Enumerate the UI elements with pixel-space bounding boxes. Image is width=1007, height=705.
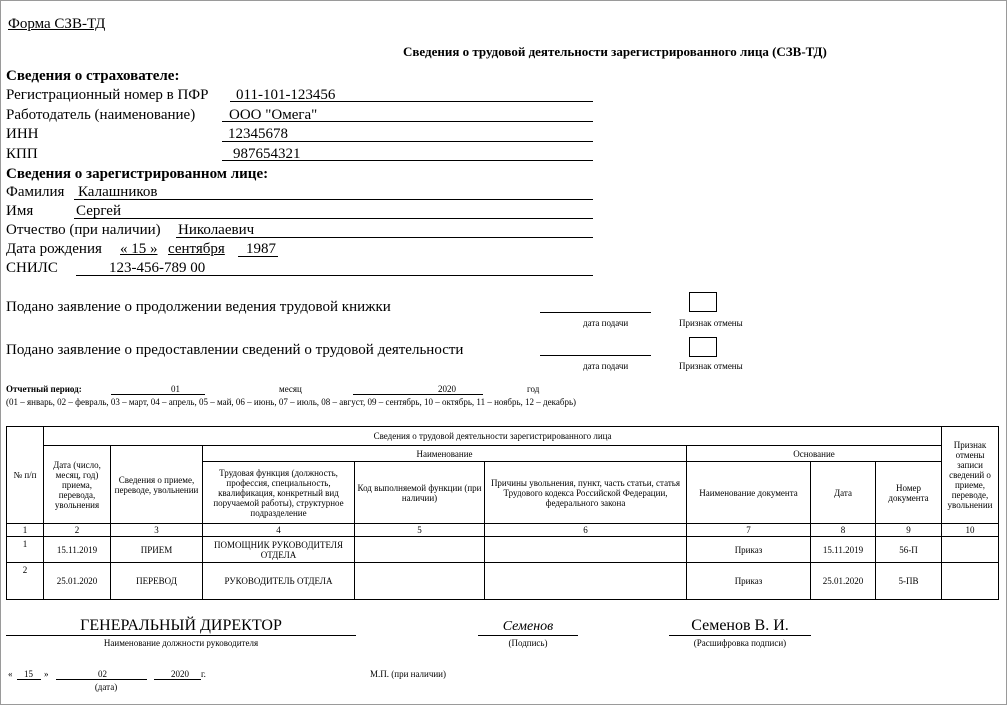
col-header-func: Трудовая функция (должность, профессия, специальность, квалификация, конкретный вид поручаемой работы), структурное подразделение bbox=[203, 462, 355, 524]
row-code bbox=[355, 537, 485, 563]
col-number: 4 bbox=[203, 524, 355, 537]
director-position-line bbox=[6, 635, 356, 636]
footer-day: 15 bbox=[24, 669, 33, 679]
col-header-event: Сведения о приеме, переводе, увольнении bbox=[111, 446, 203, 524]
col-number: 1 bbox=[7, 524, 44, 537]
period-year-value: 2020 bbox=[438, 384, 456, 394]
row-event: ПРИЕМ bbox=[111, 537, 203, 563]
col-header-naim-group: Наименование bbox=[203, 446, 687, 462]
col-header-cancel: Признак отмены записи сведений о приеме, переводе, увольнении bbox=[942, 427, 999, 524]
kpp-label: КПП bbox=[6, 146, 38, 162]
name-line bbox=[74, 218, 593, 219]
application-info-date-caption: дата подачи bbox=[583, 361, 629, 371]
labor-activity-table bbox=[6, 426, 999, 600]
row-func: ПОМОЩНИК РУКОВОДИТЕЛЯ ОТДЕЛА bbox=[203, 537, 355, 563]
col-number: 7 bbox=[687, 524, 811, 537]
period-label: Отчетный период: bbox=[6, 384, 82, 394]
footer-year-line bbox=[154, 679, 201, 680]
row-docdate: 25.01.2020 bbox=[811, 563, 876, 600]
reg-number-label: Регистрационный номер в ПФР bbox=[6, 87, 209, 103]
kpp-value: 987654321 bbox=[233, 146, 301, 162]
row-reason bbox=[485, 563, 687, 600]
col-header-basis-group: Основание bbox=[687, 446, 942, 462]
row-date: 25.01.2020 bbox=[44, 563, 111, 600]
application-workbook-cancel-caption: Признак отмены bbox=[679, 318, 743, 328]
col-number: 2 bbox=[44, 524, 111, 537]
col-header-docname: Наименование документа bbox=[687, 462, 811, 524]
col-number: 10 bbox=[942, 524, 999, 537]
application-info-cancel-caption: Признак отмены bbox=[679, 361, 743, 371]
period-year-line bbox=[353, 394, 483, 395]
col-number: 6 bbox=[485, 524, 687, 537]
footer-day-line bbox=[17, 679, 41, 680]
footer-year: 2020 bbox=[171, 669, 189, 679]
row-code bbox=[355, 563, 485, 600]
inn-value: 12345678 bbox=[228, 126, 288, 142]
name-value: Сергей bbox=[76, 203, 121, 219]
period-legend: (01 – январь, 02 – февраль, 03 – март, 04 – апрель, 05 – май, 06 – июнь, 07 – июль, 08 – август, 09 – сентябрь, 10 – октябрь, 11 – ноябрь, 12 – декабрь) bbox=[6, 397, 577, 407]
snils-value: 123-456-789 00 bbox=[109, 260, 206, 276]
application-workbook-date-line[interactable] bbox=[540, 312, 651, 313]
col-header-date: Дата (число, месяц, год) приема, перевода, увольнения bbox=[44, 446, 111, 524]
director-position-caption: Наименование должности руководителя bbox=[103, 638, 259, 648]
col-number: 5 bbox=[355, 524, 485, 537]
employer-value: ООО "Омега" bbox=[229, 107, 318, 123]
signature-decode: Семенов В. И. bbox=[691, 617, 789, 634]
director-signature: Семенов bbox=[502, 619, 554, 634]
row-event: ПЕРЕВОД bbox=[111, 563, 203, 600]
name-label: Имя bbox=[6, 203, 34, 219]
row-docnum: 56-П bbox=[876, 537, 942, 563]
footer-year-suffix: г. bbox=[201, 669, 206, 679]
row-num: 2 bbox=[7, 563, 44, 600]
birth-date-label: Дата рождения bbox=[6, 241, 102, 257]
person-heading: Сведения о зарегистрированном лице: bbox=[6, 166, 269, 182]
footer-date-close-quote: » bbox=[44, 669, 49, 679]
row-date: 15.11.2019 bbox=[44, 537, 111, 563]
row-cancel bbox=[942, 537, 999, 563]
application-workbook-label: Подано заявление о продолжении ведения трудовой книжки bbox=[6, 299, 391, 315]
snils-label: СНИЛС bbox=[6, 260, 58, 276]
col-header-docnum: Номер документа bbox=[876, 462, 942, 524]
footer-date-open-quote: « bbox=[8, 669, 13, 679]
patronymic-label: Отчество (при наличии) bbox=[6, 222, 161, 238]
footer-month: 02 bbox=[98, 669, 107, 679]
director-position: ГЕНЕРАЛЬНЫЙ ДИРЕКТОР bbox=[80, 617, 282, 634]
birth-day-value: « 15 » bbox=[120, 241, 158, 257]
row-reason bbox=[485, 537, 687, 563]
signature-decode-line bbox=[669, 635, 811, 636]
period-year-label: год bbox=[527, 384, 540, 394]
stamp-place-caption: М.П. (при наличии) bbox=[370, 669, 446, 679]
patronymic-value: Николаевич bbox=[178, 222, 255, 238]
document-title: Сведения о трудовой деятельности зарегистрированного лица (СЗВ-ТД) bbox=[403, 44, 827, 59]
application-workbook-cancel-box[interactable] bbox=[689, 292, 717, 312]
period-month-value: 01 bbox=[171, 384, 180, 394]
birth-month-value: сентября bbox=[168, 241, 225, 257]
row-docname: Приказ bbox=[687, 563, 811, 600]
col-header-code: Код выполняемой функции (при наличии) bbox=[355, 462, 485, 524]
application-info-label: Подано заявление о предоставлении сведений о трудовой деятельности bbox=[6, 342, 464, 358]
row-num: 1 bbox=[7, 537, 44, 563]
row-docname: Приказ bbox=[687, 537, 811, 563]
signature-line bbox=[478, 635, 578, 636]
reg-number-value: 011-101-123456 bbox=[236, 87, 336, 103]
row-cancel bbox=[942, 563, 999, 600]
col-number: 9 bbox=[876, 524, 942, 537]
row-docnum: 5-ПВ bbox=[876, 563, 942, 600]
col-header-reason: Причины увольнения, пункт, часть статьи, статья Трудового кодекса Российской Федерации, федерального закона bbox=[485, 462, 687, 524]
form-title: Форма СЗВ-ТД bbox=[8, 16, 106, 32]
application-workbook-date-caption: дата подачи bbox=[583, 318, 629, 328]
footer-date-caption: (дата) bbox=[94, 682, 118, 692]
row-docdate: 15.11.2019 bbox=[811, 537, 876, 563]
col-number: 3 bbox=[111, 524, 203, 537]
surname-value: Калашников bbox=[78, 184, 158, 200]
col-header-docdate: Дата bbox=[811, 462, 876, 524]
application-info-date-line[interactable] bbox=[540, 355, 651, 356]
signature-caption: (Подпись) bbox=[508, 638, 548, 648]
col-header-group: Сведения о трудовой деятельности зарегистрированного лица bbox=[44, 427, 942, 446]
signature-decode-caption: (Расшифровка подписи) bbox=[693, 638, 787, 648]
table-row bbox=[7, 537, 999, 563]
surname-label: Фамилия bbox=[6, 184, 65, 200]
column-number-row bbox=[7, 524, 999, 537]
inn-label: ИНН bbox=[6, 126, 39, 142]
footer-month-line bbox=[56, 679, 147, 680]
birth-year-value: 1987 bbox=[246, 241, 276, 257]
col-number: 8 bbox=[811, 524, 876, 537]
row-func: РУКОВОДИТЕЛЬ ОТДЕЛА bbox=[203, 563, 355, 600]
table-row bbox=[7, 563, 999, 600]
period-month-line bbox=[111, 394, 205, 395]
employer-label: Работодатель (наименование) bbox=[6, 107, 196, 123]
period-month-label: месяц bbox=[279, 384, 302, 394]
application-info-cancel-box[interactable] bbox=[689, 337, 717, 357]
col-header-num: № п/п bbox=[7, 427, 44, 524]
insurer-heading: Сведения о страхователе: bbox=[6, 68, 180, 84]
